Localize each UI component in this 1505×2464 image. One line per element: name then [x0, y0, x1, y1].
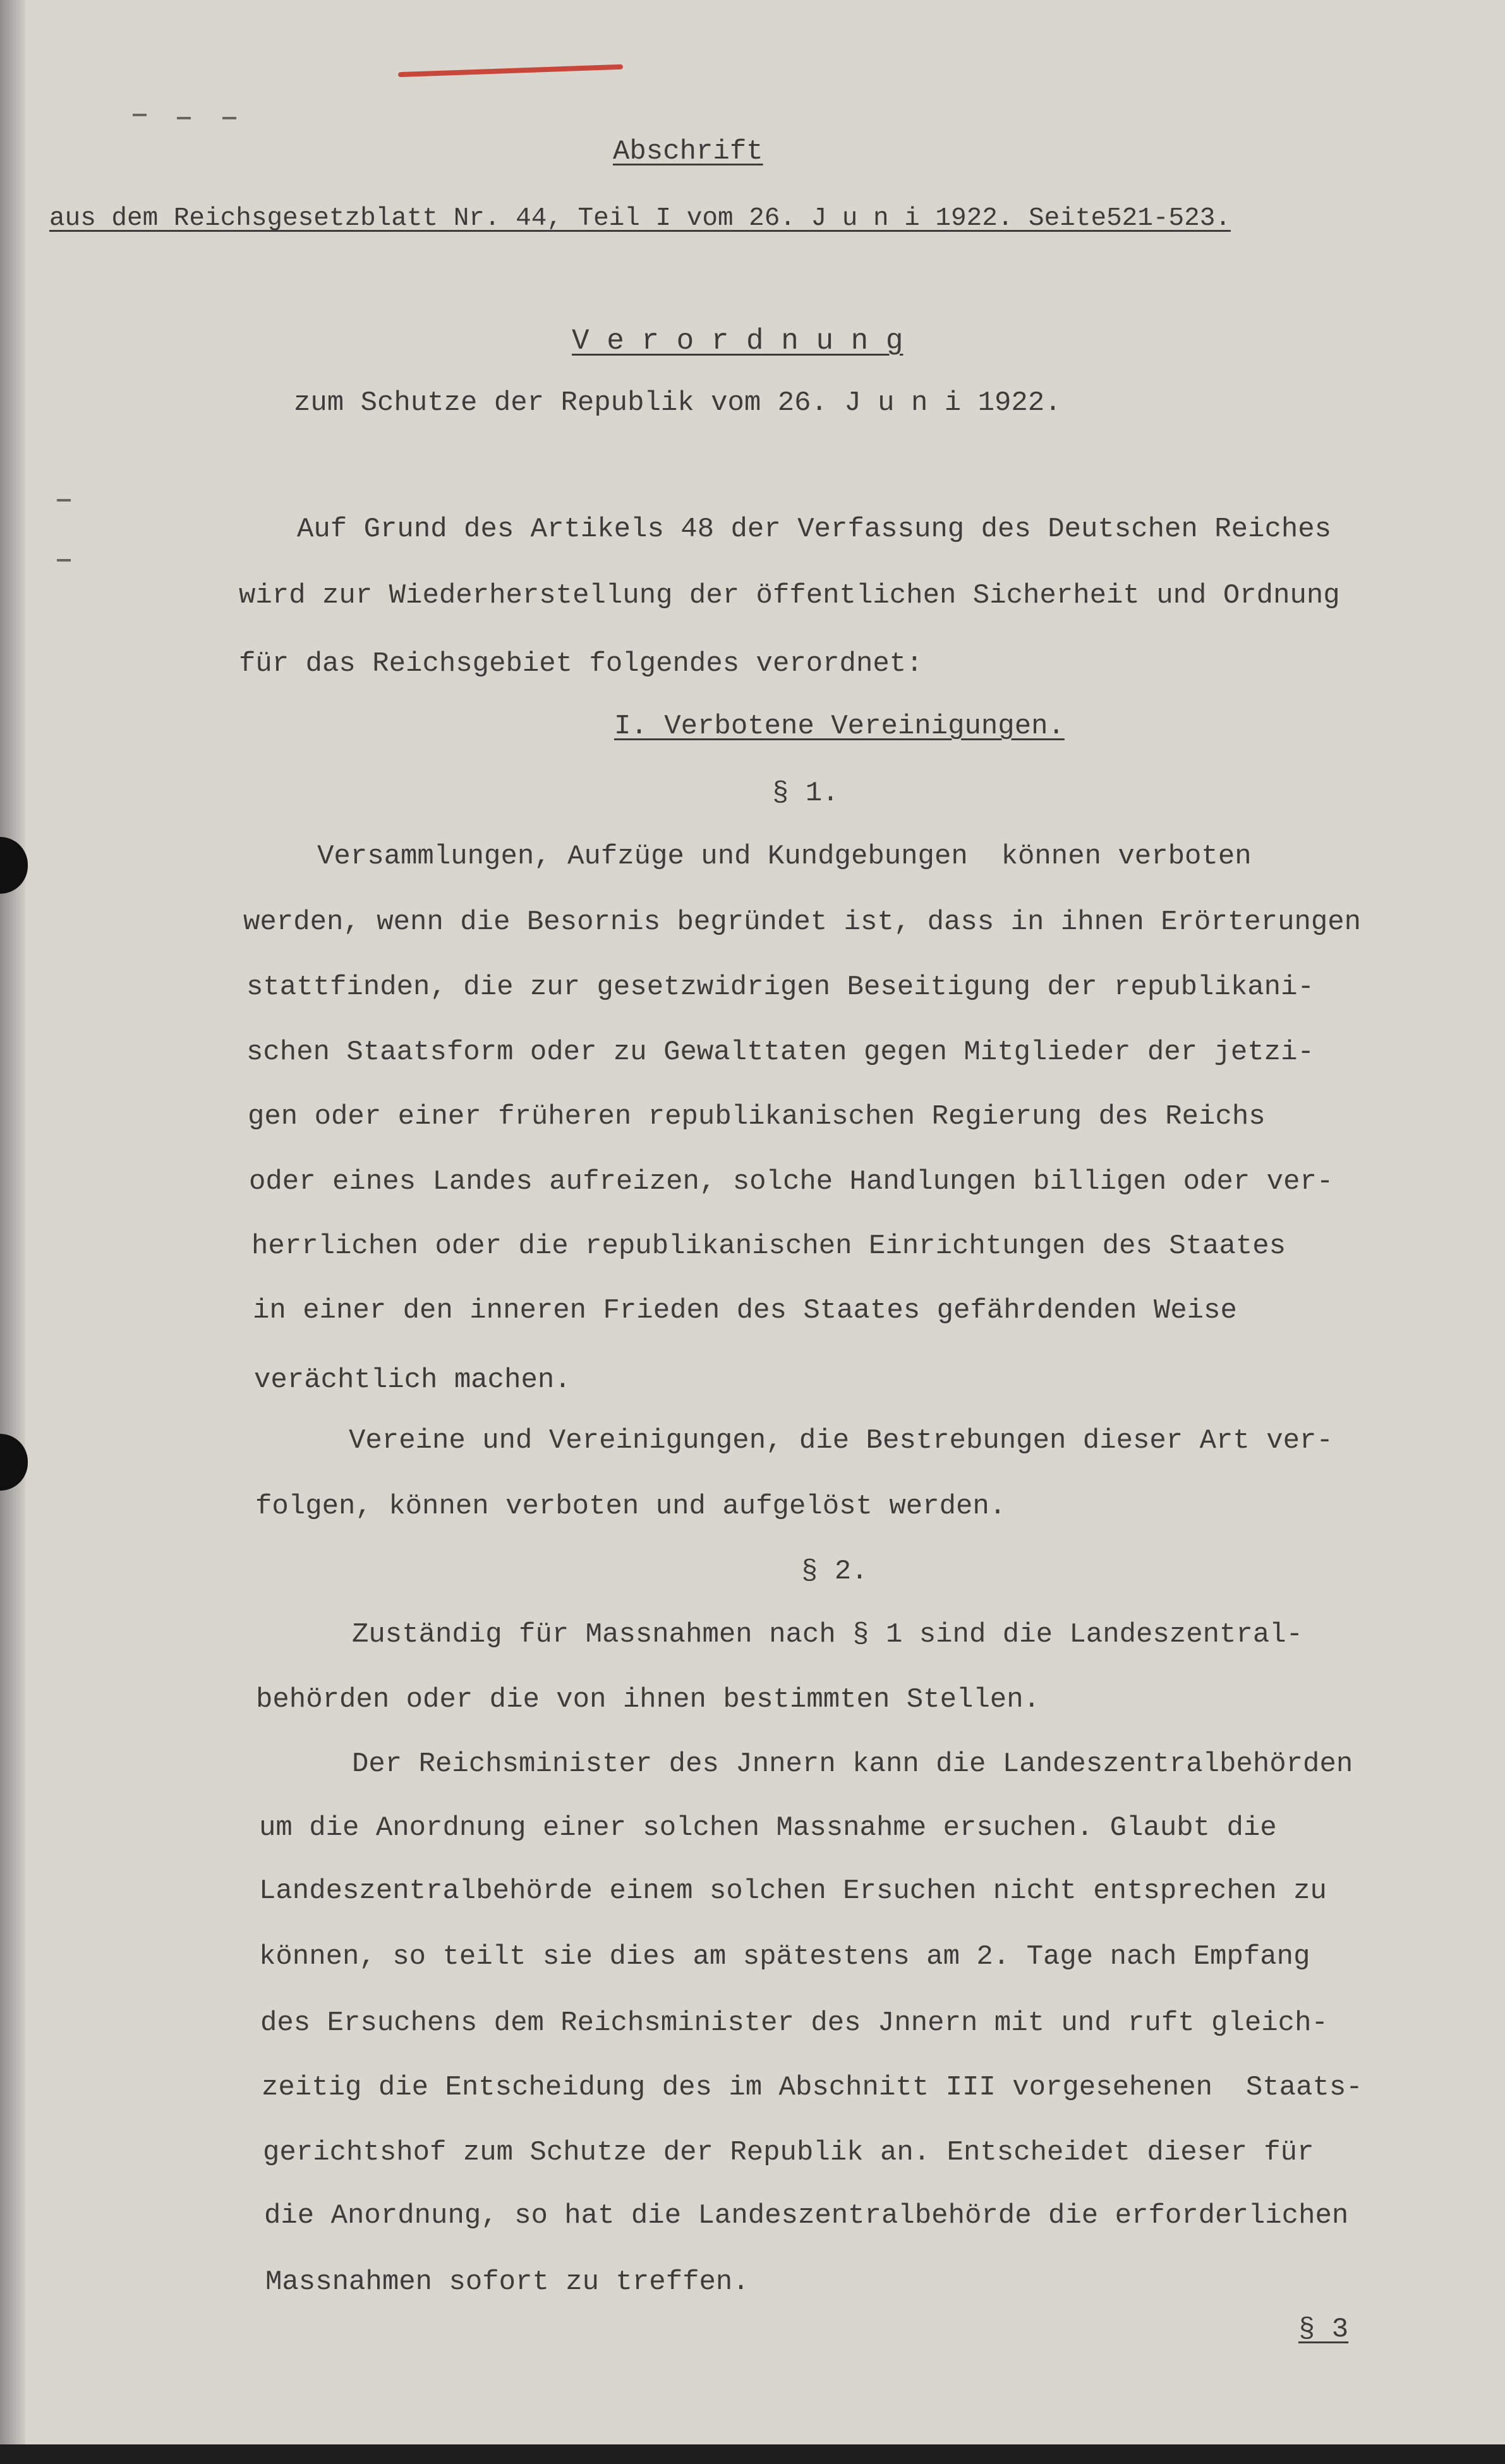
preamble-line: Auf Grund des Artikels 48 der Verfassung des Deutschen Reiches [297, 514, 1332, 545]
decree-subtitle: zum Schutze der Republik vom 26. J u n i 1922. [294, 387, 1061, 419]
margin-mark [57, 499, 71, 502]
paragraph-1-line: werden, wenn die Besornis begründet ist, dass in ihnen Erörterungen [243, 906, 1362, 938]
paragraph-2-line: behörden oder die von ihnen bestimmten Stellen. [256, 1684, 1041, 1716]
paragraph-2-line: zeitig die Entscheidung des im Abschnitt III vorgesehenen Staats- [262, 2072, 1363, 2103]
paragraph-2-heading: § 2. [801, 1556, 868, 1587]
abschrift-label: Abschrift [613, 136, 763, 167]
preamble-line: für das Reichsgebiet folgendes verordnet: [239, 648, 923, 680]
continuation-marker: § 3 [1298, 2314, 1349, 2345]
paragraph-2-line: Der Reichsminister des Jnnern kann die Landeszentralbehörden [352, 1748, 1353, 1780]
paragraph-2-line: Landeszentralbehörde einem solchen Ersuchen nicht entsprechen zu [259, 1875, 1327, 1907]
paragraph-1-line: Vereine und Vereinigungen, die Bestrebungen dieser Art ver- [349, 1425, 1333, 1457]
paragraph-2-line: die Anordnung, so hat die Landeszentralbehörde die erforderlichen [264, 2200, 1349, 2232]
paragraph-1-line: gen oder einer früheren republikanischen Regierung des Reichs [248, 1101, 1266, 1133]
paragraph-1-line: verächtlich machen. [254, 1364, 571, 1396]
paper-edge [0, 0, 25, 2444]
paragraph-1-line: Versammlungen, Aufzüge und Kundgebungen können verboten [317, 841, 1252, 872]
paragraph-1-heading: § 1. [772, 778, 839, 809]
paragraph-2-line: des Ersuchens dem Reichsminister des Jnnern mit und ruft gleich- [260, 2007, 1328, 2039]
paragraph-1-line: stattfinden, die zur gesetzwidrigen Beseitigung der republikani- [246, 971, 1314, 1003]
paragraph-1-line: folgen, können verboten und aufgelöst werden. [255, 1491, 1006, 1522]
paragraph-1-line: herrlichen oder die republikanischen Einrichtungen des Staates [251, 1230, 1286, 1262]
paragraph-2-line: um die Anordnung einer solchen Massnahme ersuchen. Glaubt die [259, 1812, 1277, 1844]
red-underline-mark [398, 64, 623, 77]
preamble-line: wird zur Wiederherstellung der öffentlichen Sicherheit und Ordnung [239, 580, 1340, 611]
section-heading: I. Verbotene Vereinigungen. [614, 711, 1065, 742]
margin-mark [57, 559, 71, 562]
paragraph-1-line: schen Staatsform oder zu Gewalttaten gegen Mitglieder der jetzi- [246, 1037, 1314, 1068]
decree-title: V e r o r d n u n g [572, 325, 904, 358]
paragraph-2-line: gerichtshof zum Schutze der Republik an. Entscheidet dieser für [263, 2137, 1314, 2168]
paragraph-2-line: können, so teilt sie dies am spätestens am 2. Tage nach Empfang [259, 1941, 1310, 1973]
margin-mark [177, 117, 191, 119]
margin-mark [222, 117, 236, 119]
margin-mark [133, 114, 147, 116]
paragraph-1-line: oder eines Landes aufreizen, solche Handlungen billigen oder ver- [249, 1166, 1334, 1198]
source-line: aus dem Reichsgesetzblatt Nr. 44, Teil I vom 26. J u n i 1922. Seite521-523. [49, 204, 1231, 233]
paragraph-2-line: Massnahmen sofort zu treffen. [265, 2266, 749, 2298]
paragraph-1-line: in einer den inneren Frieden des Staates gefährdenden Weise [253, 1295, 1237, 1326]
paragraph-2-line: Zuständig für Massnahmen nach § 1 sind die Landeszentral- [352, 1619, 1303, 1650]
